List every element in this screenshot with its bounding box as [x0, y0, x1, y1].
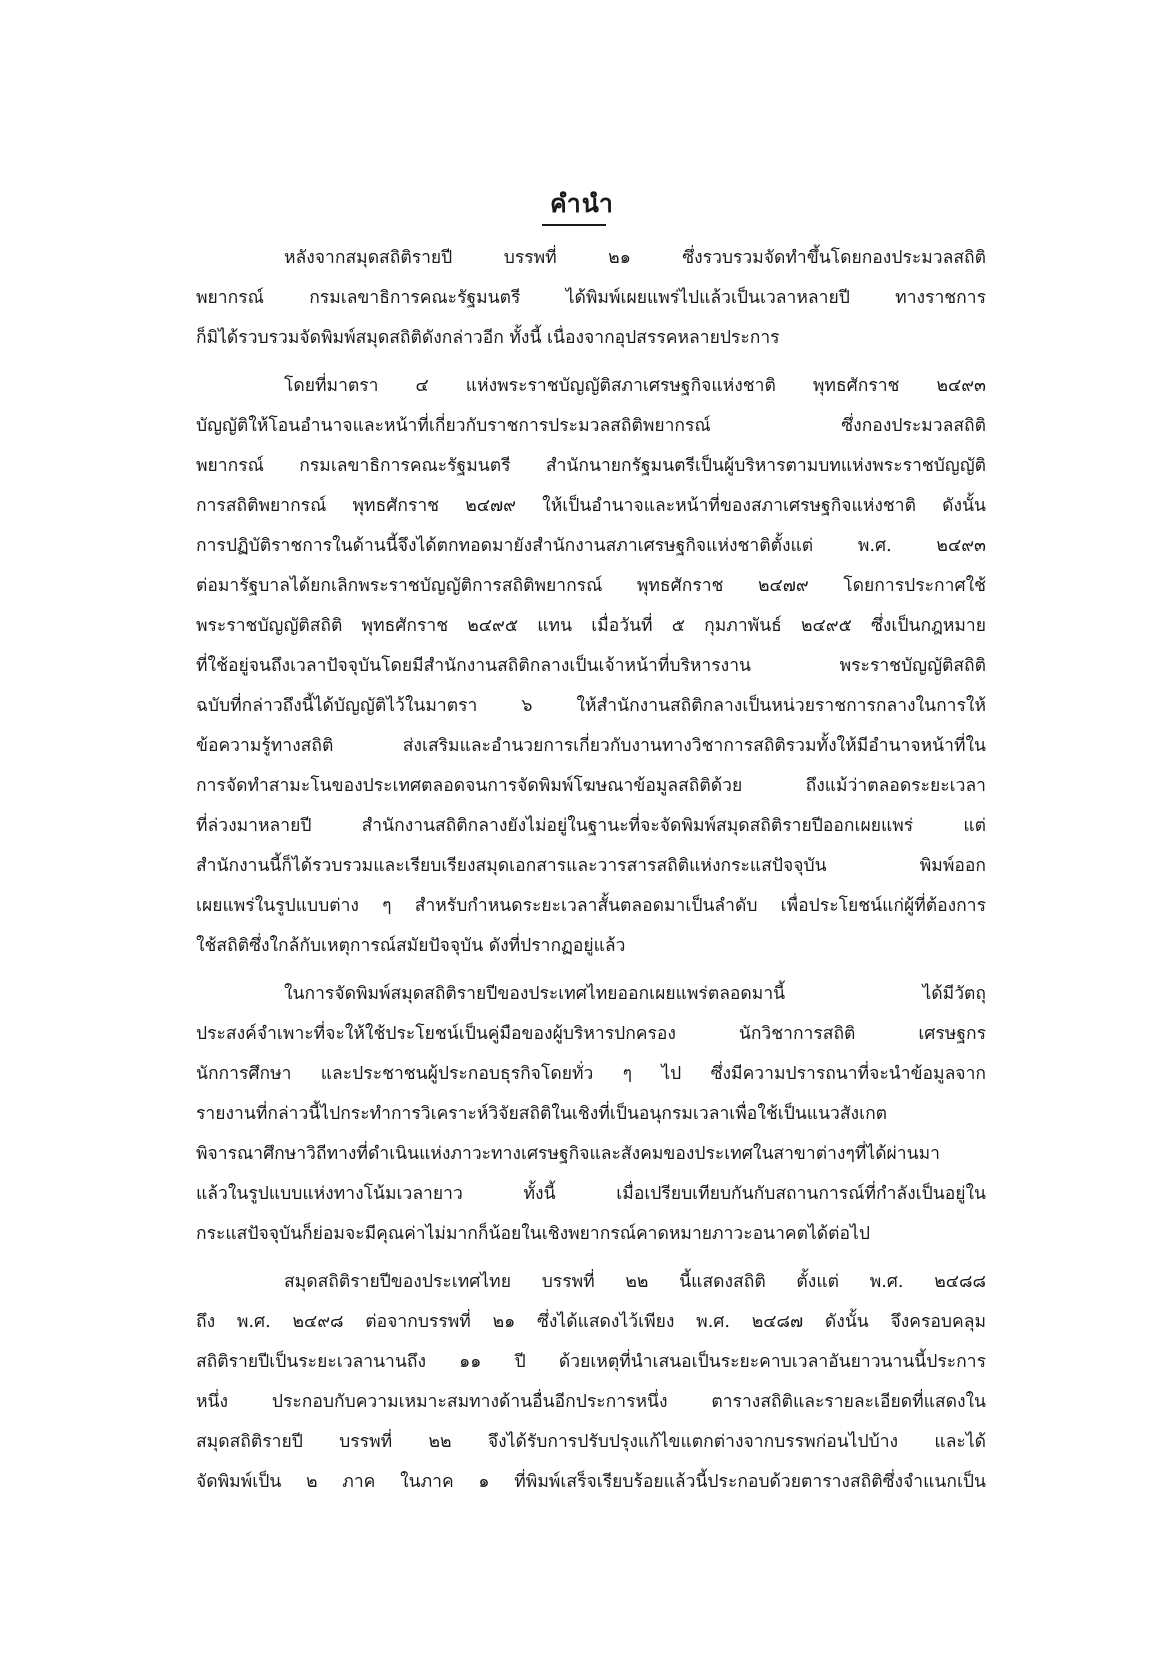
text-line: ต่อมารัฐบาลได้ยกเลิกพระราชบัญญัติการสถิติพยากรณ์ พุทธศักราช ๒๔๗๙ โดยการประกาศใช้	[196, 576, 986, 596]
paragraph-gap	[196, 1254, 986, 1262]
text-line: ในการจัดพิมพ์สมุดสถิติรายปีของประเทศไทยออกเผยแพร่ตลอดมานี้ ได้มีวัตถุ	[284, 984, 986, 1004]
text-line: พยากรณ์ กรมเลขาธิการคณะรัฐมนตรี ได้พิมพ์เผยแพร่ไปแล้วเป็นเวลาหลายปี ทางราชการ	[196, 288, 986, 308]
paragraph	[196, 238, 986, 358]
paragraph	[196, 1262, 986, 1502]
paragraph	[196, 366, 986, 966]
text-line: เผยแพร่ในรูปแบบต่าง ๆ สำหรับกำหนดระยะเวลาสั้นตลอดมาเป็นลำดับ เพื่อประโยชน์แก่ผู้ที่ต้องการ	[196, 896, 986, 916]
text-line: สมุดสถิติรายปี บรรพที่ ๒๒ จึงได้รับการปรับปรุงแก้ไขแตกต่างจากบรรพก่อนไปบ้าง และได้	[196, 1432, 986, 1452]
paragraph	[196, 974, 986, 1254]
text-line: นักการศึกษา และประชาชนผู้ประกอบธุรกิจโดยทั่ว ๆ ไป ซึ่งมีความปรารถนาที่จะนำข้อมูลจาก	[196, 1064, 986, 1084]
text-line: พระราชบัญญัติสถิติ พุทธศักราช ๒๔๙๕ แทน เมื่อวันที่ ๕ กุมภาพันธ์ ๒๔๙๕ ซึ่งเป็นกฎหมาย	[196, 616, 986, 636]
text-line: สถิติรายปีเป็นระยะเวลานานถึง ๑๑ ปี ด้วยเหตุที่นำเสนอเป็นระยะคาบเวลาอันยาวนานนี้ประการ	[196, 1352, 986, 1372]
text-line: ที่ล่วงมาหลายปี สำนักงานสถิติกลางยังไม่อยู่ในฐานะที่จะจัดพิมพ์สมุดสถิติรายปีออกเผยแพร่ แต่	[196, 816, 986, 836]
text-line: หลังจากสมุดสถิติรายปี บรรพที่ ๒๑ ซึ่งรวบรวมจัดทำขึ้นโดยกองประมวลสถิติ	[284, 248, 986, 268]
text-line: ข้อความรู้ทางสถิติ ส่งเสริมและอำนวยการเกี่ยวกับงานทางวิชาการสถิติรวมทั้งให้มีอำนาจหน้าที่ใน	[196, 736, 986, 756]
text-line: บัญญัติให้โอนอำนาจและหน้าที่เกี่ยวกับราชการประมวลสถิติพยากรณ์ ซึ่งกองประมวลสถิติ	[196, 416, 986, 436]
text-line: แล้วในรูปแบบแห่งทางโน้มเวลายาว ทั้งนี้ เมื่อเปรียบเทียบกันกับสถานการณ์ที่กำลังเป็นอยู่ใน	[196, 1184, 986, 1204]
text-line: โดยที่มาตรา ๔ แห่งพระราชบัญญัติสภาเศรษฐกิจแห่งชาติ พุทธศักราช ๒๔๙๓	[284, 376, 986, 396]
text-line: การปฏิบัติราชการในด้านนี้จึงได้ตกทอดมายังสำนักงานสภาเศรษฐกิจแห่งชาติตั้งแต่ พ.ศ. ๒๔๙๓	[196, 536, 986, 556]
paragraph-gap	[196, 358, 986, 366]
text-line: กระแสปัจจุบันก็ย่อมจะมีคุณค่าไม่มากก็น้อยในเชิงพยากรณ์คาดหมายภาวะอนาคตได้ต่อไป	[196, 1224, 870, 1244]
text-line: ฉบับที่กล่าวถึงนี้ได้บัญญัติไว้ในมาตรา ๖ ให้สำนักงานสถิติกลางเป็นหน่วยราชการกลางในการให้	[196, 696, 986, 716]
text-line: สมุดสถิติรายปีของประเทศไทย บรรพที่ ๒๒ นี้แสดงสถิติ ตั้งแต่ พ.ศ. ๒๔๘๘	[284, 1272, 986, 1292]
paragraph-gap	[196, 966, 986, 974]
text-line: ใช้สถิติซึ่งใกล้กับเหตุการณ์สมัยปัจจุบัน ดังที่ปรากฏอยู่แล้ว	[196, 936, 626, 956]
page-title: คำนำ	[550, 189, 614, 218]
text-line: จัดพิมพ์เป็น ๒ ภาค ในภาค ๑ ที่พิมพ์เสร็จเรียบร้อยแล้วนี้ประกอบด้วยตารางสถิติซึ่งจำแนกเป็น	[196, 1472, 986, 1492]
title-underline	[542, 224, 606, 226]
text-line: ถึง พ.ศ. ๒๔๙๘ ต่อจากบรรพที่ ๒๑ ซึ่งได้แสดงไว้เพียง พ.ศ. ๒๔๘๗ ดังนั้น จึงครอบคลุม	[196, 1312, 986, 1332]
text-line: ก็มิได้รวบรวมจัดพิมพ์สมุดสถิติดังกล่าวอีก ทั้งนี้ เนื่องจากอุปสรรคหลายประการ	[196, 328, 780, 348]
text-line: สำนักงานนี้ก็ได้รวบรวมและเรียบเรียงสมุดเอกสารและวารสารสถิติแห่งกระแสปัจจุบัน พิมพ์ออก	[196, 856, 986, 876]
text-line: พิจารณาศึกษาวิถีทางที่ดำเนินแห่งภาวะทางเศรษฐกิจและสังคมของประเทศในสาขาต่างๆที่ได้ผ่านมา	[196, 1144, 940, 1164]
text-line: การสถิติพยากรณ์ พุทธศักราช ๒๔๗๙ ให้เป็นอำนาจและหน้าที่ของสภาเศรษฐกิจแห่งชาติ ดังนั้น	[196, 496, 986, 516]
text-line: ที่ใช้อยู่จนถึงเวลาปัจจุบันโดยมีสำนักงานสถิติกลางเป็นเจ้าหน้าที่บริหารงาน พระราชบัญญัติสถิติ	[196, 656, 986, 676]
text-line: ประสงค์จำเพาะที่จะให้ใช้ประโยชน์เป็นคู่มือของผู้บริหารปกครอง นักวิชาการสถิติ เศรษฐกร	[196, 1024, 986, 1044]
text-line: การจัดทำสามะโนของประเทศตลอดจนการจัดพิมพ์โฆษณาข้อมูลสถิติด้วย ถึงแม้ว่าตลอดระยะเวลา	[196, 776, 986, 796]
text-line: หนึ่ง ประกอบกับความเหมาะสมทางด้านอื่นอีกประการหนึ่ง ตารางสถิติและรายละเอียดที่แสดงใน	[196, 1392, 986, 1412]
body-text	[196, 238, 986, 1502]
text-line: รายงานที่กล่าวนี้ไปกระทำการวิเคราะห์วิจัยสถิติในเชิงที่เป็นอนุกรมเวลาเพื่อใช้เป็นแนวสังเกต	[196, 1104, 888, 1124]
text-line: พยากรณ์ กรมเลขาธิการคณะรัฐมนตรี สำนักนายกรัฐมนตรีเป็นผู้บริหารตามบทแห่งพระราชบัญญัติ	[196, 456, 986, 476]
